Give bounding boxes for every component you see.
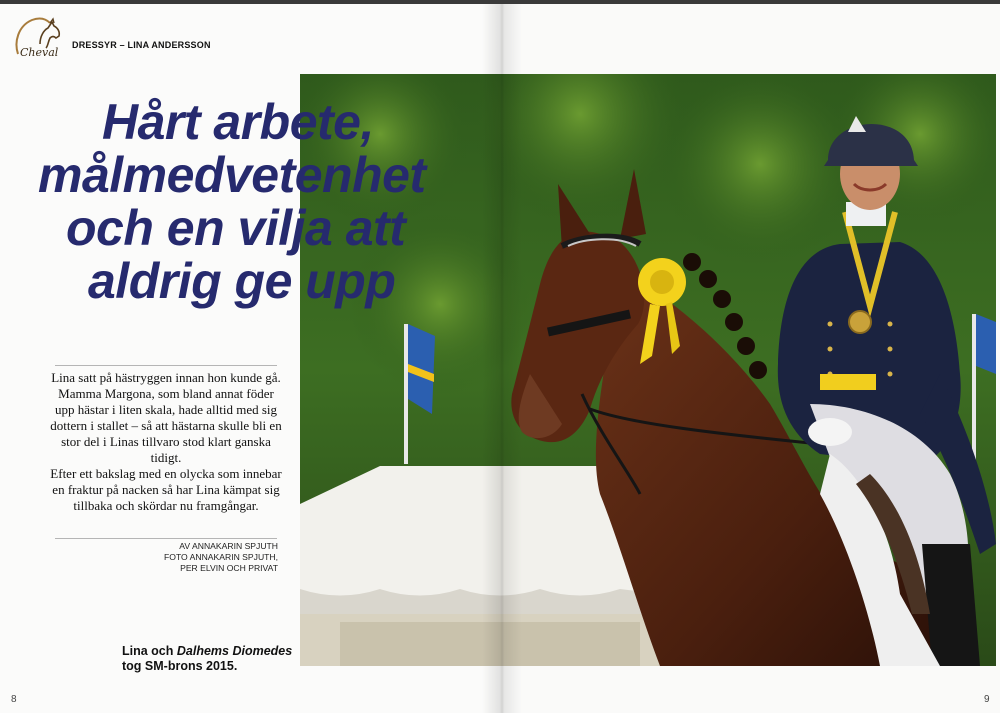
headline-line: och en vilja att [66,200,406,256]
photo-caption [122,644,300,674]
article-headline [20,96,490,308]
headline-line: målmedvetenhet [38,147,426,203]
intro-text [50,370,282,514]
logo-wordmark: Cheval [20,46,59,59]
headline-line: aldrig ge upp [88,253,396,309]
divider [55,538,277,539]
caption-text: Lina och [122,644,177,658]
byline-line: FOTO ANNAKARIN SPJUTH, [164,552,278,562]
caption-text: tog SM-brons 2015. [122,659,238,673]
page-number-left: 8 [11,694,17,705]
headline-line: Hårt arbete, [102,94,374,150]
byline-line: AV ANNAKARIN SPJUTH [179,541,278,551]
divider [55,365,277,366]
intro-paragraph: Efter ett bakslag med en olycka som innebar en fraktur på nacken så har Lina kämpat sig tillbaka och skördar nu framgångar. [50,466,282,513]
section-label: DRESSYR – LINA ANDERSSON [72,40,211,50]
magazine-spread [0,4,1000,713]
intro-paragraph: Lina satt på hästryggen innan hon kunde gå. Mamma Margona, som bland annat föder upp hästar i liten skala, hade alltid med sig dottern i stallet – så att hästarna skulle bli en stor del i Linas tillvaro stod klart ganska tidigt. [50,370,282,465]
byline-line: PER ELVIN OCH PRIVAT [180,563,278,573]
page-number-right: 9 [984,694,990,705]
byline [100,541,278,574]
caption-horse-name: Dalhems Diomedes [176,644,293,658]
